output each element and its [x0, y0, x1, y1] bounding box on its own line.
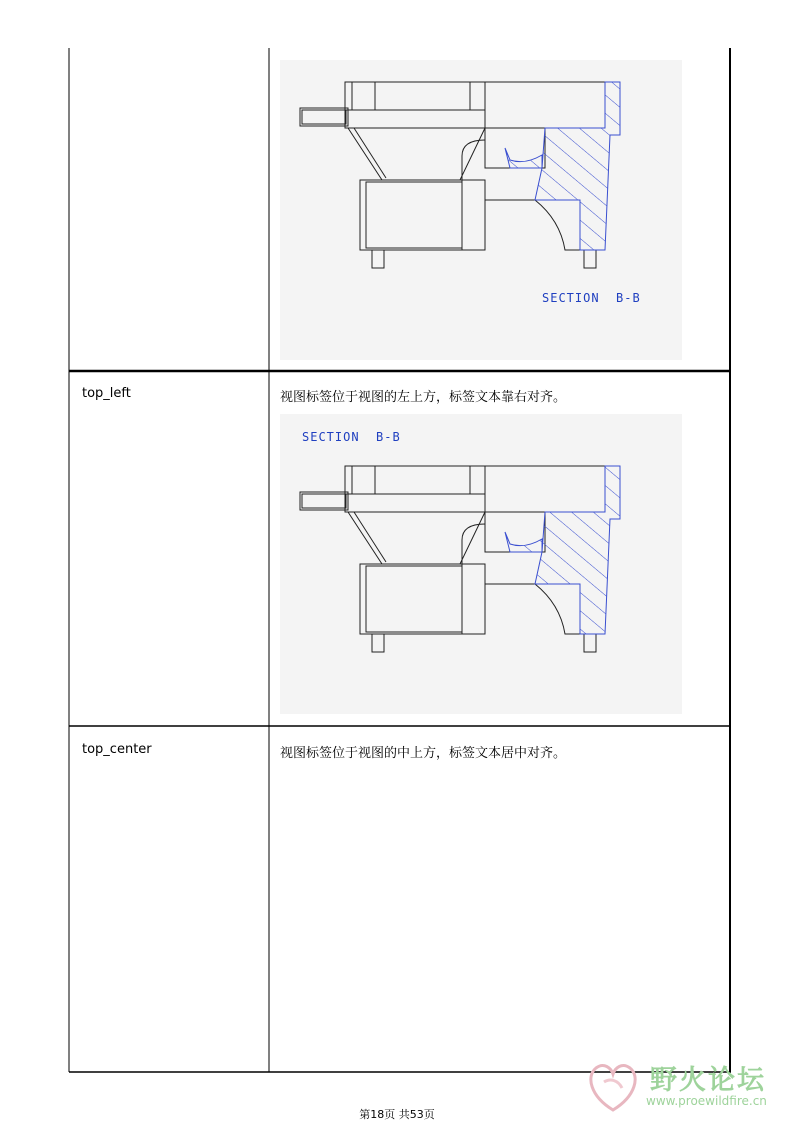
section-drawing-bottom-right — [280, 60, 682, 360]
watermark-title: 野火论坛 — [650, 1065, 766, 1096]
section-drawing-top-left — [280, 414, 682, 714]
description-top-left: 视图标签位于视图的左上方，标签文本靠右对齐。 — [280, 390, 567, 405]
param-name-top-left: top_left — [82, 386, 131, 401]
section-label: SECTION B-B — [302, 430, 401, 444]
param-name-top-center: top_center — [82, 742, 152, 757]
watermark-url: www.proewildfire.cn — [646, 1094, 767, 1108]
description-top-center: 视图标签位于视图的中上方，标签文本居中对齐。 — [280, 746, 567, 761]
section-label: SECTION B-B — [542, 291, 641, 305]
section-view-drawing — [280, 60, 682, 360]
section-view-drawing — [280, 414, 682, 714]
page-footer: 第18页 共53页 — [359, 1108, 435, 1121]
